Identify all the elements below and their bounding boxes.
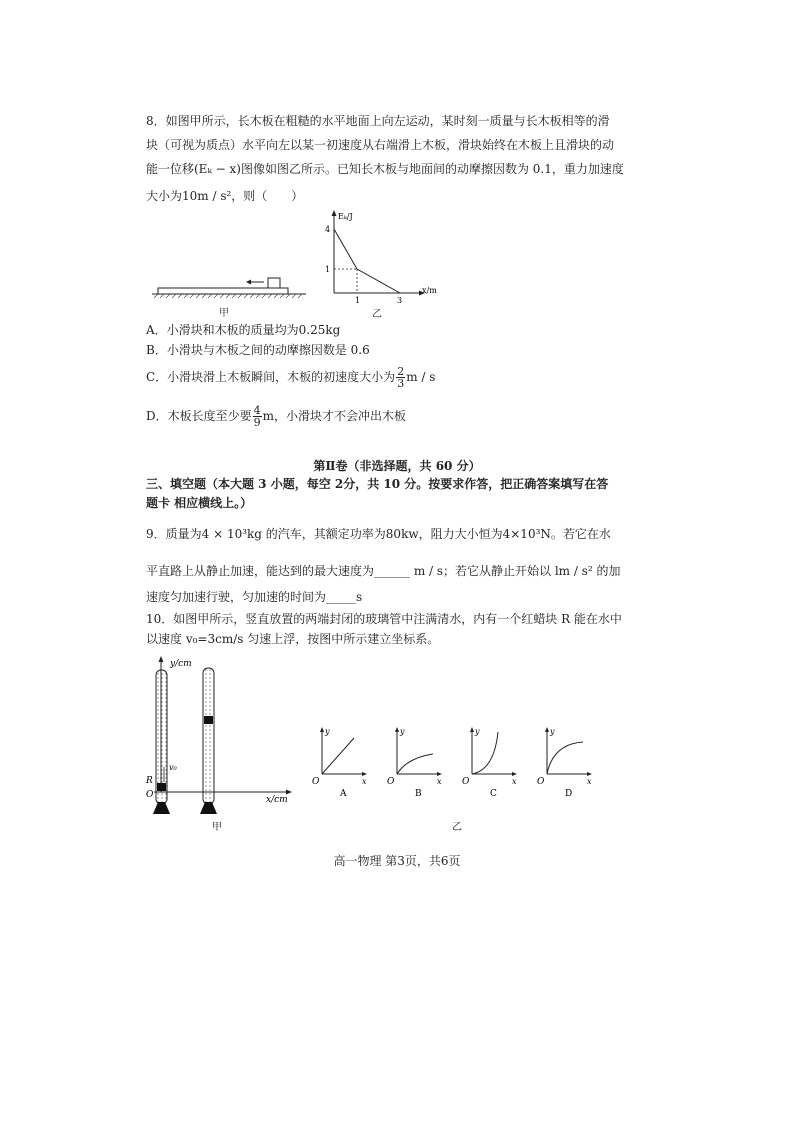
q8-line-1: 8．如图甲所示，长木板在粗糙的水平地面上向左运动，某时刻一质量与长木板相等的滑 [146,114,610,128]
section-heading-2: 题卡 相应横线上。） [146,496,253,510]
y-tick-4: 4 [325,225,331,234]
svg-text:x: x [437,777,442,786]
tube-2 [203,668,214,804]
fraction-d: $\frac{4}{9}$ [253,404,261,429]
fig-yi-caption: 乙 [372,309,382,320]
wax-block-r [157,783,166,791]
svg-text:x: x [512,777,517,786]
graph-d [537,727,592,799]
q8-line-4: 大小为10m / s²，则（ ） [146,189,304,203]
wax-block-2 [204,716,213,724]
x-tick-1: 1 [355,296,361,305]
svg-text:y: y [475,727,480,736]
svg-text:D: D [565,789,573,799]
board-figure [150,266,310,316]
svg-text:y: y [325,727,330,736]
ek-curve [334,229,400,293]
tube-origin: O [146,790,154,800]
y-tick-1: 1 [325,265,331,274]
section-heading-1: 三、填空题（本大题 3 小题，每空 2分，共 10 分。按要求作答，把正确答案填写在答 [146,477,609,491]
svg-text:x: x [362,777,367,786]
tube-1-base [153,802,170,814]
fraction-c: $\frac{2}{3}$ [397,365,405,390]
tube-ylabel: y/cm [170,659,192,669]
svg-text:O: O [462,777,470,787]
v0-label: v₀ [169,763,177,772]
svg-text:C: C [490,789,497,799]
svg-text:x: x [587,777,592,786]
option-a: A．小滑块和木板的质量均为0.25kg [146,323,341,337]
svg-text:O: O [312,777,320,787]
q9-line-2: 平直路上从静止加速，能达到的最大速度为______ m / s；若它从静止开始以 lm / s² 的加 [146,564,621,578]
option-d: D．木板长度至少要 $\frac{4}{9}$ m，小滑块才不会冲出木板 [146,404,407,429]
tube-xlabel: x/cm [266,795,288,805]
svg-text:y: y [550,727,555,736]
q10-fig-yi-caption: 乙 [452,822,462,833]
tube-2-base [200,802,217,814]
q8-line-2: 块（可视为质点）水平向左以某一初速度从右端滑上木板，滑块始终在木板上且滑块的动 [146,138,615,152]
q10-fig-jia-caption: 甲 [212,822,222,833]
option-c: C．小滑块滑上木板瞬间，木板的初速度大小为 $\frac{2}{3}$ m / s [146,365,436,390]
ek-y-label: Eₖ/J [338,212,353,221]
slider-block [268,278,280,288]
svg-text:A: A [340,789,347,799]
q10-line-1: 10．如图甲所示，竖直放置的两端封闭的玻璃管中注满清水，内有一个红蜡块 R 能在水中 [146,612,622,626]
option-b: B．小滑块与木板之间的动摩擦因数是 0.6 [146,343,370,357]
section-title: 第Ⅱ卷（非选择题，共 60 分） [313,459,481,473]
q8-line-3: 能一位移(Eₖ − x)图像如图乙所示。已知长木板与地面间的动摩擦因数为 0.1，重力加速度 [146,162,624,176]
page-footer: 高一物理 第3页，共6页 [333,854,461,868]
graph-b [387,727,442,799]
x-tick-3: 3 [397,296,403,305]
q9-line-1: 9．质量为4 × 10³kg 的汽车，其额定功率为80kw，阻力大小恒为4×10³N。若它在水 [146,527,611,541]
ek-x-graph [310,205,460,315]
four-graphs [310,722,610,804]
svg-text:O: O [537,777,545,787]
r-label: R [146,776,153,786]
ek-x-label: x/m [422,286,437,295]
q10-line-2: 以速度 v₀=3cm/s 匀速上浮，按图中所示建立坐标系。 [146,632,440,646]
fig-jia-caption: 甲 [219,308,229,319]
q9-line-3: 速度匀加速行驶，匀加速的时间为_____s [146,590,363,604]
glass-tube-figure [140,652,300,817]
svg-text:O: O [387,777,395,787]
svg-text:B: B [415,789,422,799]
graph-a [312,727,367,799]
long-board [158,288,288,294]
graph-c [462,727,517,799]
svg-text:y: y [400,727,405,736]
